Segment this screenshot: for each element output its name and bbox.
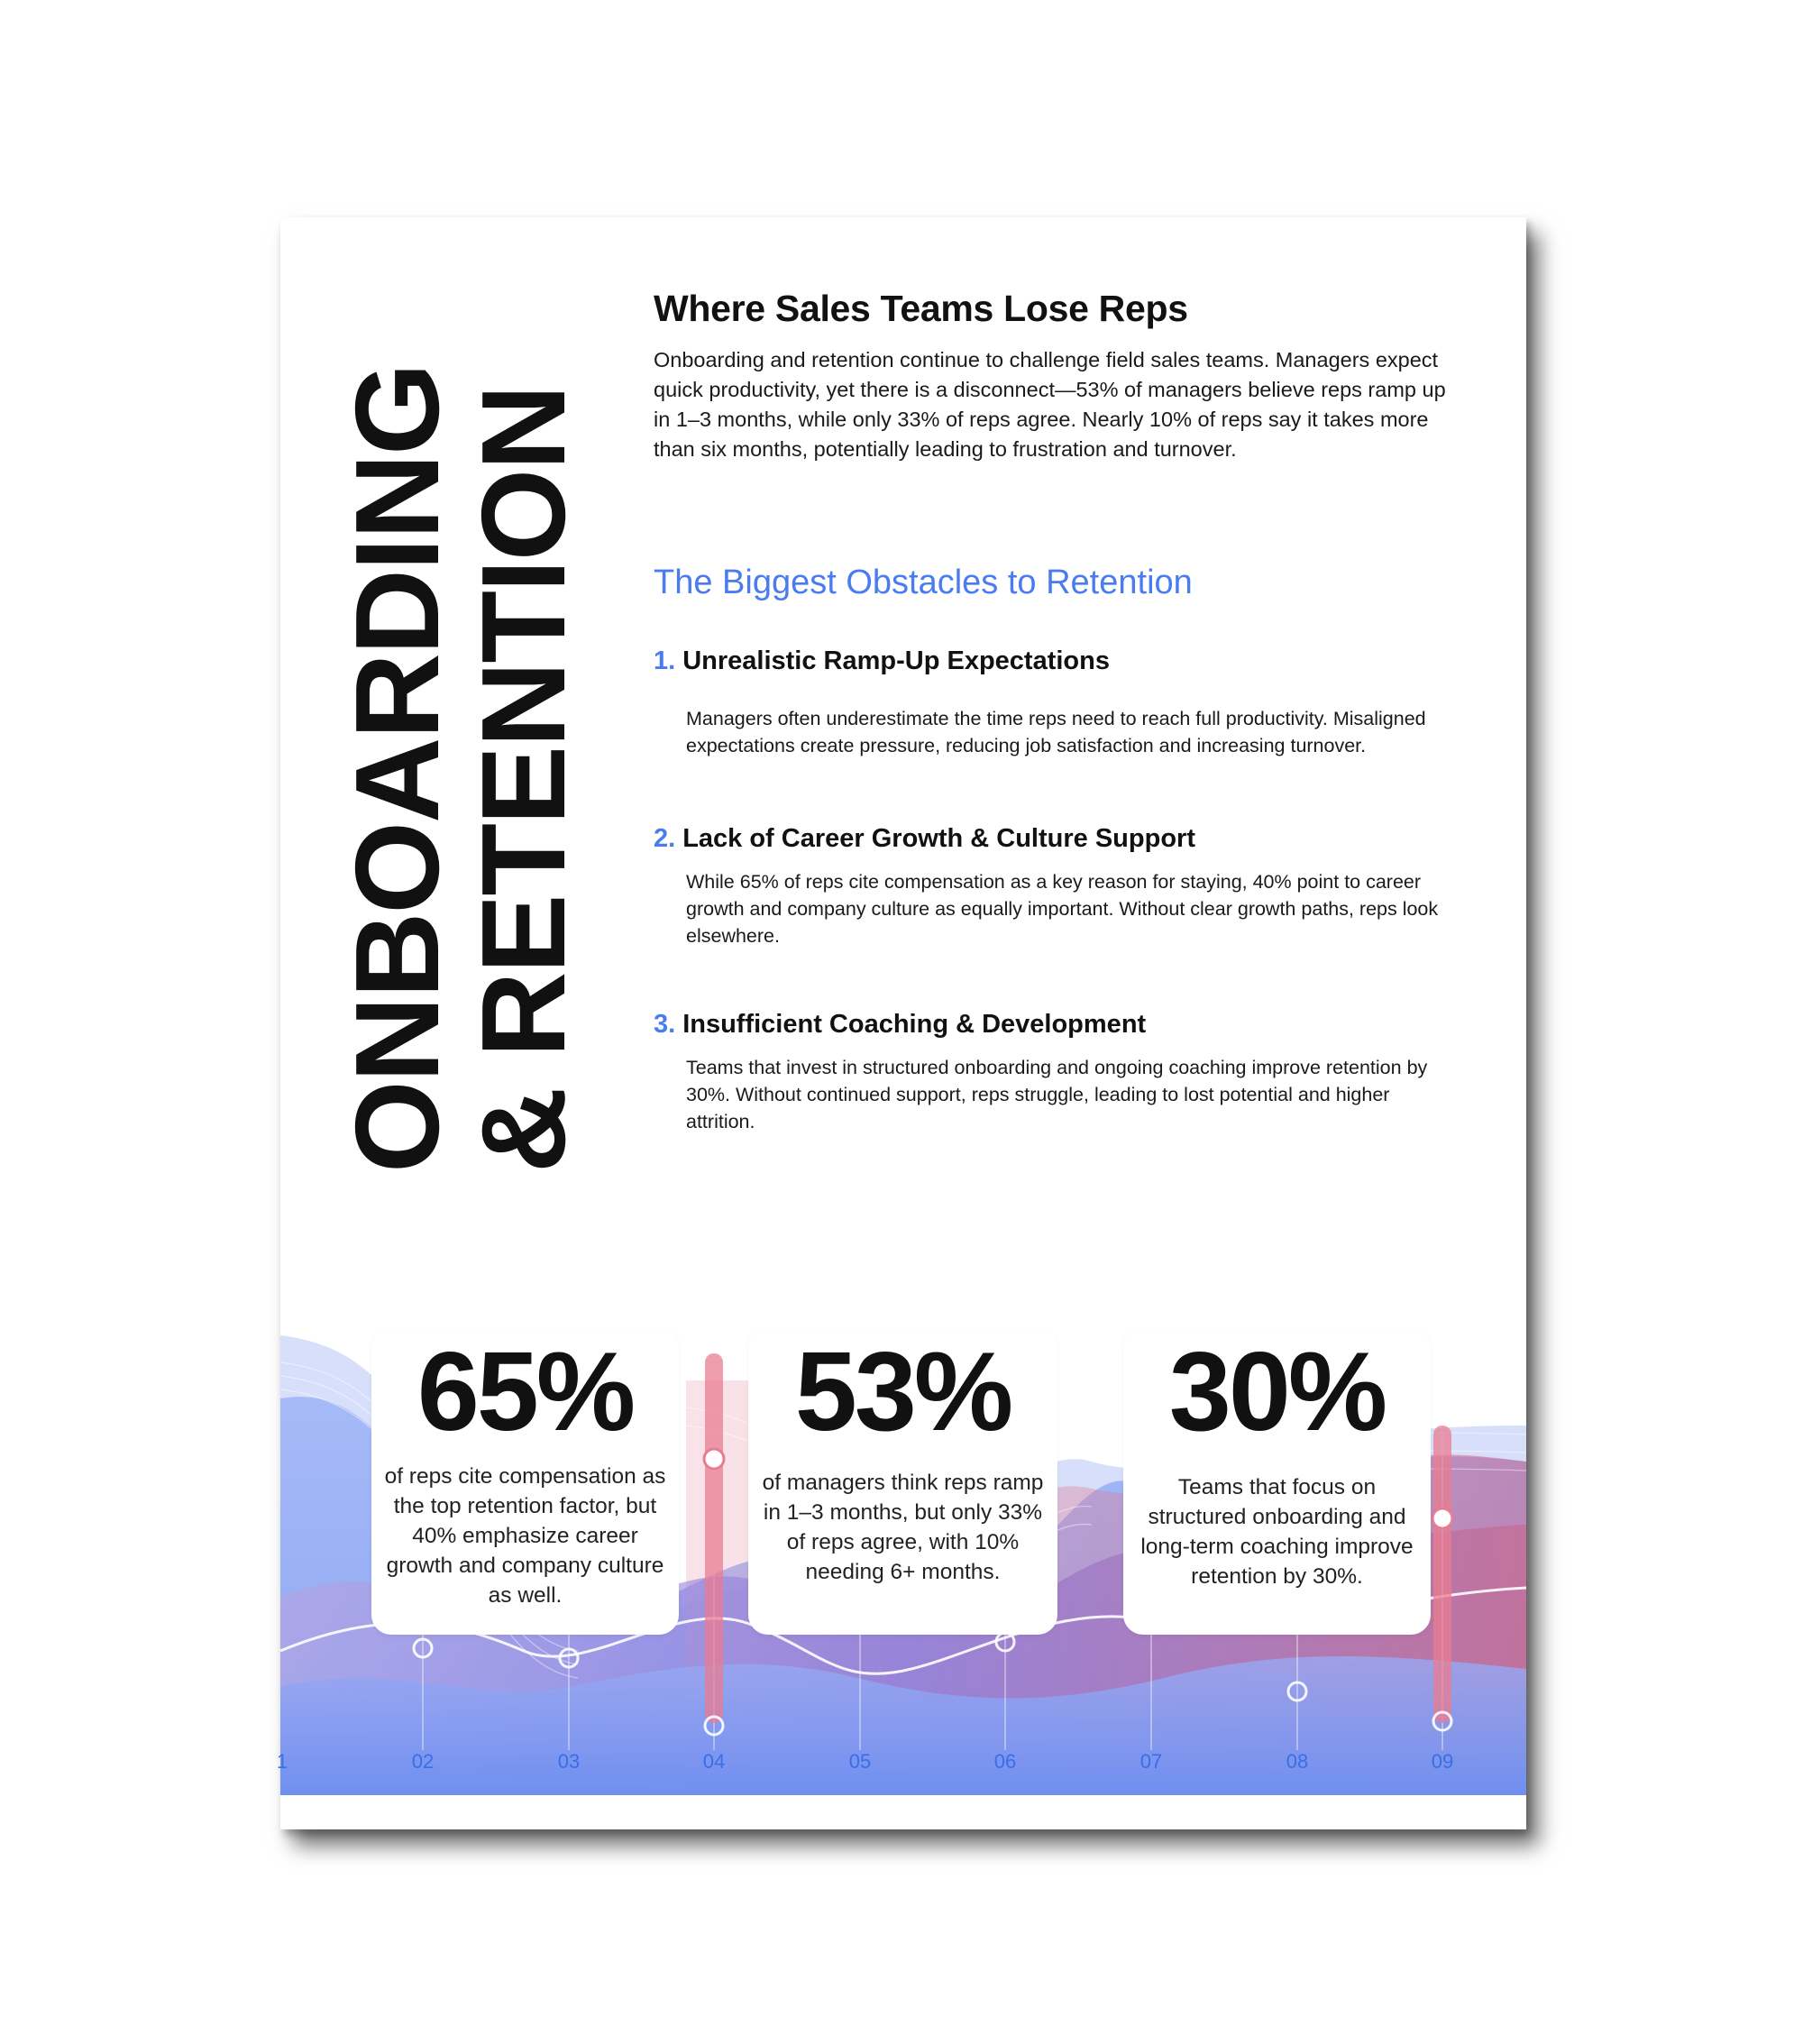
obstacle-3-number: 3. bbox=[654, 1010, 676, 1039]
obstacles-heading: The Biggest Obstacles to Retention bbox=[654, 564, 1193, 601]
vertical-title-line-2: & RETENTION bbox=[457, 386, 590, 1173]
axis-tick-row bbox=[276, 1750, 1526, 1786]
marker-bar-09 bbox=[1433, 1425, 1451, 1723]
axis-tick-03: 03 bbox=[557, 1750, 581, 1773]
axis-tick-08: 08 bbox=[1286, 1750, 1309, 1773]
axis-tick-07: 07 bbox=[1139, 1750, 1163, 1773]
axis-tick-04: 04 bbox=[702, 1750, 726, 1773]
stat-3-value: 30% bbox=[1168, 1330, 1386, 1454]
axis-tick-01: 1 bbox=[276, 1750, 288, 1773]
document-page bbox=[276, 217, 1526, 1829]
obstacle-2-body: While 65% of reps cite compensation as a key reason for staying, 40% point to career growth and company culture as equally important. Without clear growth paths, reps look elsewhere. bbox=[686, 871, 1439, 947]
obstacle-1-body: Managers often underestimate the time reps need to reach full productivity. Misaligned expectations create pressure, reducing job satisfaction and increasing turnover. bbox=[686, 708, 1426, 756]
axis-tick-02: 02 bbox=[411, 1750, 435, 1773]
axis-tick-05: 05 bbox=[848, 1750, 872, 1773]
obstacle-3-body: Teams that invest in structured onboarding and ongoing coaching improve retention by 30%. Without continued support, reps struggle, leading to lost potential and higher attrition. bbox=[686, 1057, 1428, 1132]
page-heading: Where Sales Teams Lose Reps bbox=[654, 288, 1188, 329]
marker-bar-04 bbox=[705, 1353, 723, 1723]
obstacle-1-title-text: Unrealistic Ramp-Up Expectations bbox=[682, 646, 1110, 675]
stat-card-3 bbox=[1123, 1328, 1431, 1635]
obstacle-1-number: 1. bbox=[654, 646, 676, 675]
intro-paragraph: Onboarding and retention continue to challenge field sales teams. Managers expect quick productivity, yet there is a disconnect—53% of managers believe reps ramp up in 1–3 months, while only 33% of reps agree. Nearly 10% of reps say it takes more than six months, potentially leading to frustration and turnover. bbox=[654, 348, 1446, 461]
stat-card-1 bbox=[371, 1328, 679, 1635]
vertical-title bbox=[331, 307, 590, 1173]
obstacle-3-title bbox=[654, 1010, 1146, 1040]
obstacle-3-title-text: Insufficient Coaching & Development bbox=[682, 1010, 1147, 1039]
vertical-title-line-1: ONBOARDING bbox=[331, 364, 463, 1173]
obstacle-1-title bbox=[654, 646, 1110, 676]
stat-1-value: 65% bbox=[416, 1330, 634, 1454]
obstacle-2-title bbox=[654, 824, 1195, 854]
stat-2-value: 53% bbox=[794, 1330, 1011, 1454]
axis-tick-09: 09 bbox=[1431, 1750, 1454, 1773]
stat-1-text: of reps cite compensation as the top retention factor, but 40% emphasize career growth and company culture as well. bbox=[384, 1464, 666, 1608]
obstacle-2-number: 2. bbox=[654, 824, 676, 853]
axis-tick-06: 06 bbox=[993, 1750, 1017, 1773]
stat-2-text: of managers think reps ramp in 1–3 months, but only 33% of reps agree, with 10% needing 6+ months. bbox=[762, 1471, 1044, 1584]
stat-card-2 bbox=[748, 1328, 1057, 1635]
stat-3-text: Teams that focus on structured onboarding and long-term coaching improve retention by 30%. bbox=[1140, 1475, 1414, 1589]
obstacle-2-title-text: Lack of Career Growth & Culture Support bbox=[682, 824, 1195, 853]
